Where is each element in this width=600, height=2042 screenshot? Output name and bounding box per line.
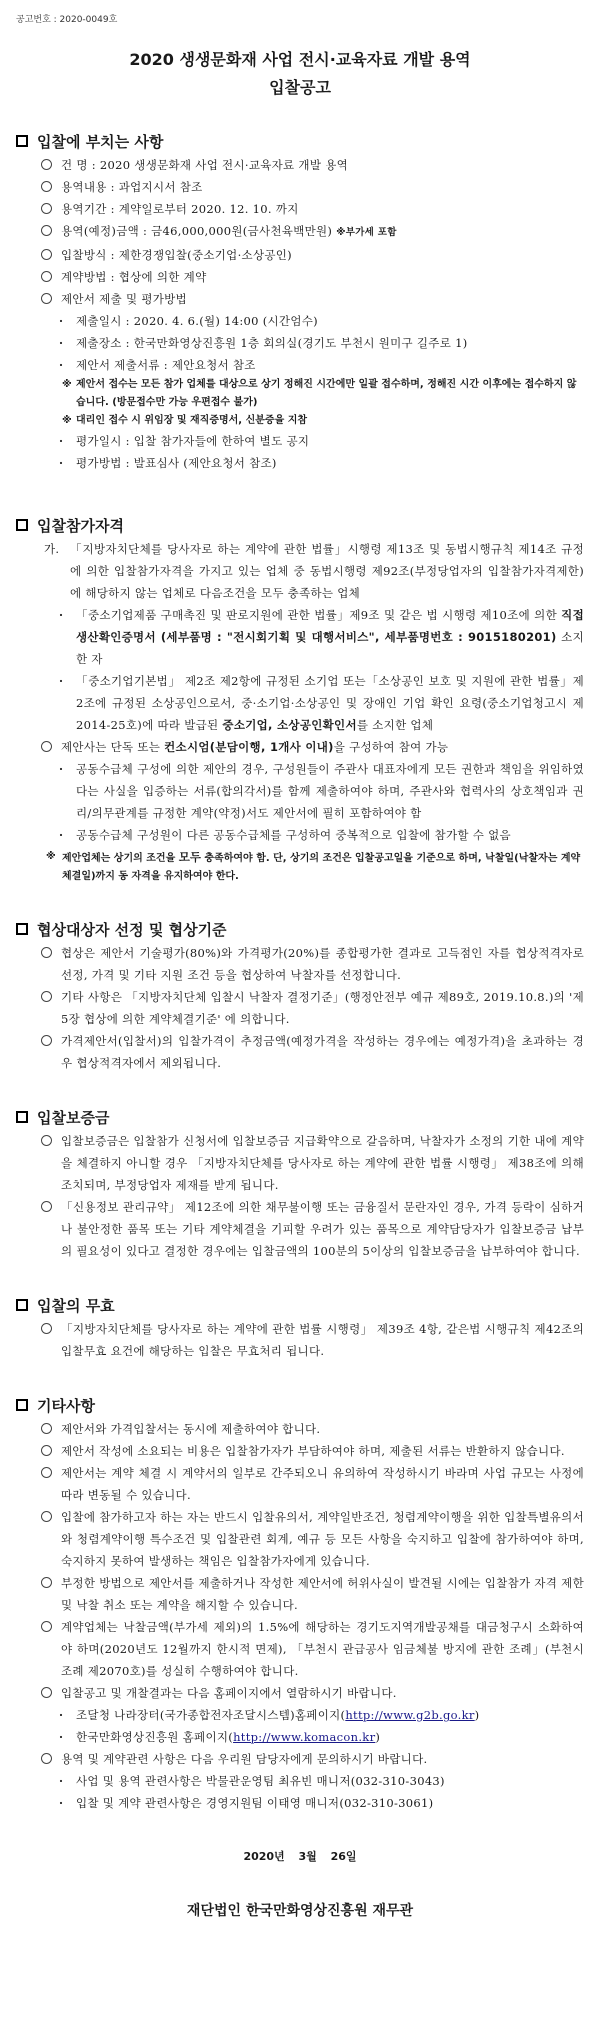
list-item xyxy=(16,220,584,244)
item-text: 공동수급체 구성에 의한 제안의 경우, 구성원들이 주관사 대표자에게 모든 권한과 책임을 위임하였다는 사실을 입증하는 서류(합의각서)를 함께 제출하여야 하며, 주관사와 협력사의 상호책임과 권리/의무관계를 규정한 계약(약정)서도 제안서에 필히 포함하여야 함 xyxy=(76,762,584,820)
bullet-dot-icon: · xyxy=(59,674,64,688)
bullet-dot-icon: · xyxy=(59,456,64,470)
notice-date: 2020년 3월 26일 xyxy=(243,1850,357,1863)
bullet-dot-icon: · xyxy=(59,1774,64,1788)
checkbox-square-icon xyxy=(16,135,28,147)
list-item xyxy=(16,1748,584,1770)
section-other-matters xyxy=(16,1392,584,1814)
reference-mark-icon: ※ xyxy=(46,851,56,862)
item-text: 「지방자치단체를 당사자로 하는 계약에 관한 법률 시행령」 제39조 4항, 같은법 시행규칙 제42조의 입찰무효 요건에 해당하는 입찰은 무효처리 됩니다. xyxy=(61,1322,584,1358)
note-text: 제안서 접수는 모든 참가 업체를 대상으로 상기 정해진 시간에만 일괄 접수하며, 정해진 시간 이후에는 접수하지 않습니다. (방문접수만 가능 우편접수 불가) xyxy=(76,379,577,408)
reference-mark-icon: ※ xyxy=(62,379,72,390)
circle-bullet-icon xyxy=(41,203,52,214)
circle-bullet-icon xyxy=(41,1467,52,1478)
item-text: 입찰에 참가하고자 하는 자는 반드시 입찰유의서, 계약일반조건, 청렴계약이행을 위한 입찰특별유의서와 청렴계약이행 특수조건 및 입찰관련 회계, 예규 등 모든 사항을 숙지하고 입찰에 참가하여야 하며, 숙지하지 못하여 발생하는 책임은 입찰참가자에게 있습니다. xyxy=(61,1510,584,1568)
item-text: 「중소기업기본법」 제2조 제2항에 규정된 소기업 또는「소상공인 보호 및 지원에 관한 법률」제2조에 규정된 소상공인으로서, 중·소기업·소상공인 및 장애인 기업 확인 요령(중소기업청고시 제2014-25호)에 따라 발급된 xyxy=(76,674,584,732)
vat-note: ※부가세 포함 xyxy=(336,227,397,238)
circle-bullet-icon xyxy=(41,947,52,958)
list-item xyxy=(16,1682,584,1704)
checkbox-square-icon xyxy=(16,1111,28,1123)
note-emphasis: 모두 xyxy=(178,850,201,864)
item-text: 부정한 방법으로 제안서를 제출하거나 작성한 제안서에 허위사실이 발견될 시에는 입찰참가 자격 제한 및 낙찰 취소 또는 계약을 해지할 수 있습니다. xyxy=(61,1576,584,1612)
note-item xyxy=(16,848,584,886)
section-heading xyxy=(16,1292,584,1318)
item-text: 용역 및 계약관련 사항은 다음 우리원 담당자에게 문의하시기 바랍니다. xyxy=(61,1752,428,1766)
circle-bullet-icon xyxy=(41,741,52,752)
item-text: 사업 및 용역 관련사항은 박물관운영팀 최유빈 매니저(032-310-3043) xyxy=(76,1774,445,1788)
item-text: 계약방법 : 협상에 의한 계약 xyxy=(61,270,207,284)
note-text: 제안업체는 상기의 조건을 xyxy=(62,853,179,864)
list-item xyxy=(16,1462,584,1506)
item-text: 협상은 제안서 기술평가(80%)와 가격평가(20%)를 종합평가한 결과로 고득점인 자를 협상적격자로 선정, 가격 및 기타 지원 조건 등을 협상하여 낙찰자를 선정합니다. xyxy=(61,946,584,982)
section-heading-text: 입찰보증금 xyxy=(37,1108,110,1127)
list-item xyxy=(16,1030,584,1074)
bullet-dot-icon: · xyxy=(59,828,64,842)
list-item xyxy=(16,1616,584,1682)
section-qualifications xyxy=(16,512,584,886)
item-text: 소지한 자 xyxy=(76,630,584,666)
item-text: 입찰공고 및 개찰결과는 다음 홈페이지에서 열람하시기 바랍니다. xyxy=(61,1686,397,1700)
list-item xyxy=(16,986,584,1030)
section-bid-items xyxy=(16,128,584,474)
circle-bullet-icon xyxy=(41,1323,52,1334)
numbered-item xyxy=(16,538,584,604)
item-emphasis: 컨소시엄(분담이행, 1개사 이내) xyxy=(164,740,334,754)
document-subtitle: 입찰공고 xyxy=(269,78,331,97)
section-heading xyxy=(16,1104,584,1130)
item-text: 제안서 제출 및 평가방법 xyxy=(61,292,187,306)
circle-bullet-icon xyxy=(41,249,52,260)
sub-item xyxy=(16,332,584,354)
item-text: 평가방법 : 발표심사 (제안요청서 참조) xyxy=(76,456,277,470)
item-text: 평가일시 : 입찰 참가자들에 한하여 별도 공지 xyxy=(76,434,310,448)
section-heading xyxy=(16,1392,584,1418)
reference-mark-icon: ※ xyxy=(62,415,72,426)
list-item xyxy=(16,1418,584,1440)
bullet-dot-icon: · xyxy=(59,336,64,350)
section-heading-text: 기타사항 xyxy=(37,1396,95,1415)
checkbox-square-icon xyxy=(16,923,28,935)
list-item xyxy=(16,1318,584,1362)
bullet-dot-icon: · xyxy=(59,608,64,622)
item-text: 조달청 나라장터(국가종합전자조달시스템)홈페이지( xyxy=(76,1708,346,1722)
circle-bullet-icon xyxy=(41,1687,52,1698)
item-text: 입찰보증금은 입찰참가 신청서에 입찰보증금 지급확약으로 갈음하며, 낙찰자가 소정의 기한 내에 계약을 체결하지 아니할 경우 「지방자치단체를 당사자로 하는 계약에 관한 법률 시행령」 제38조에 의해 조치되며, 부정당업자 제재를 받게 됩니다. xyxy=(61,1134,584,1192)
item-text: 「중소기업제품 구매촉진 및 판로지원에 관한 법률」제9조 및 같은 법 시행령 제10조에 의한 xyxy=(76,608,562,622)
section-bid-deposit xyxy=(16,1104,584,1262)
sub-item xyxy=(16,824,584,846)
item-text: 제안서는 계약 체결 시 계약서의 일부로 간주되오니 유의하여 작성하시기 바라며 사업 규모는 사정에 따라 변동될 수 있습니다. xyxy=(61,1466,584,1502)
section-heading-text: 입찰에 부치는 사항 xyxy=(37,132,164,151)
section-heading-text: 입찰참가자격 xyxy=(37,516,124,535)
item-text: 를 소지한 업체 xyxy=(356,718,434,732)
list-item xyxy=(16,244,584,266)
item-text: 「신용정보 관리규약」 제12조에 의한 채무불이행 또는 금융질서 문란자인 경우, 가격 등락이 심하거나 불안정한 품목 또는 기타 계약체결을 기피할 우려가 있는 품목으로 계약담당자가 입찰보증금 납부의 필요성이 있다고 결정한 경우에는 입찰금액의 100분의 5이상의 입찰보증금을 납부하여야 합니다. xyxy=(61,1200,584,1258)
list-item xyxy=(16,154,584,176)
circle-bullet-icon xyxy=(41,181,52,192)
section-bid-invalidation xyxy=(16,1292,584,1362)
circle-bullet-icon xyxy=(41,1511,52,1522)
item-text: 을 구성하여 참여 가능 xyxy=(333,740,449,754)
list-item xyxy=(16,198,584,220)
circle-bullet-icon xyxy=(41,1035,52,1046)
item-text: ) xyxy=(375,1730,381,1744)
circle-bullet-icon xyxy=(41,1577,52,1588)
section-heading xyxy=(16,128,584,154)
item-text: 용역(예정)금액 : 금46,000,000원(금사천육백만원) xyxy=(61,224,333,238)
circle-bullet-icon xyxy=(41,991,52,1002)
contact-item xyxy=(16,1792,584,1814)
item-text: 제안서와 가격입찰서는 동시에 제출하여야 합니다. xyxy=(61,1422,321,1436)
sub-item xyxy=(16,354,584,376)
note-item xyxy=(16,376,584,412)
item-text: 한국만화영상진흥원 홈페이지( xyxy=(76,1730,234,1744)
circle-bullet-icon xyxy=(41,1621,52,1632)
circle-bullet-icon xyxy=(41,225,52,236)
circle-bullet-icon xyxy=(41,1423,52,1434)
note-text: 충족하여야 함. 단, 상기의 조건은 입찰공고일을 기준으로 하며, 낙찰일(낙찰자는 계약체결일)까지 동 자격을 유지하여야 한다. xyxy=(62,853,581,882)
item-text: 가격제안서(입찰서)의 입찰가격이 추정금액(예정가격을 작성하는 경우에는 예정가격)을 초과하는 경우 협상적격자에서 제외됩니다. xyxy=(61,1034,584,1070)
item-text: 입찰 및 계약 관련사항은 경영지원팀 이태영 매니저(032-310-3061) xyxy=(76,1796,434,1810)
bullet-dot-icon: · xyxy=(59,1730,64,1744)
checkbox-square-icon xyxy=(16,1399,28,1411)
item-text: 제안서 작성에 소요되는 비용은 입찰참가자가 부담하여야 하며, 제출된 서류는 반환하지 않습니다. xyxy=(61,1444,565,1458)
list-item xyxy=(16,1196,584,1262)
checkbox-square-icon xyxy=(16,519,28,531)
sub-item xyxy=(16,758,584,824)
item-text: 제안서 제출서류 : 제안요청서 참조 xyxy=(76,358,256,372)
komacon-link[interactable]: http://www.komacon.kr xyxy=(233,1730,376,1744)
sub-item xyxy=(16,452,584,474)
sub-item xyxy=(16,670,584,736)
list-item xyxy=(16,288,584,310)
bullet-dot-icon: · xyxy=(59,434,64,448)
section-heading-text: 입찰의 무효 xyxy=(37,1296,115,1315)
sub-item xyxy=(16,604,584,670)
section-heading xyxy=(16,916,584,942)
circle-bullet-icon xyxy=(41,1135,52,1146)
item-text: 용역내용 : 과업지시서 참조 xyxy=(61,180,203,194)
sub-item xyxy=(16,1704,584,1726)
circle-bullet-icon xyxy=(41,293,52,304)
item-text: ) xyxy=(474,1708,480,1722)
g2b-link[interactable]: http://www.g2b.go.kr xyxy=(345,1708,475,1722)
item-emphasis: 직접생산확인증명서 (세부품명 : "전시회기획 및 대행서비스", 세부품명번호 : 9015180201) xyxy=(76,608,584,644)
section-heading-text: 협상대상자 선정 및 협상기준 xyxy=(37,920,227,939)
bullet-dot-icon: · xyxy=(59,762,64,776)
item-text: 입찰방식 : 제한경쟁입찰(중소기업·소상공인) xyxy=(61,248,292,262)
circle-bullet-icon xyxy=(41,1753,52,1764)
list-item xyxy=(16,266,584,288)
list-item xyxy=(16,1440,584,1462)
bullet-dot-icon: · xyxy=(59,1796,64,1810)
item-text: 제출장소 : 한국만화영상진흥원 1층 회의실(경기도 부천시 원미구 길주로 1) xyxy=(76,336,468,350)
bullet-dot-icon: · xyxy=(59,1708,64,1722)
circle-bullet-icon xyxy=(41,271,52,282)
issuing-organization: 재단법인 한국만화영상진흥원 재무관 xyxy=(186,1903,414,1919)
contact-item xyxy=(16,1770,584,1792)
item-text: 제출일시 : 2020. 4. 6.(월) 14:00 (시간엄수) xyxy=(76,314,318,328)
sub-item xyxy=(16,430,584,452)
section-heading xyxy=(16,512,584,538)
checkbox-square-icon xyxy=(16,1299,28,1311)
note-text: 대리인 접수 시 위임장 및 재직증명서, 신분증을 지참 xyxy=(76,415,308,426)
document-title: 2020 생생문화재 사업 전시·교육자료 개발 용역 xyxy=(129,50,471,69)
item-text: 기타 사항은 「지방자치단체 입찰시 낙찰자 결정기준」(행정안전부 예규 제89호, 2019.10.8.)의 '제5장 협상에 의한 계약체결기준' 에 의합니다. xyxy=(61,990,584,1026)
sub-item xyxy=(16,1726,584,1748)
circle-bullet-icon xyxy=(41,1445,52,1456)
list-item xyxy=(16,1572,584,1616)
item-text: 용역기간 : 계약일로부터 2020. 12. 10. 까지 xyxy=(61,202,299,216)
list-item xyxy=(16,736,584,758)
note-item xyxy=(16,412,584,430)
list-item xyxy=(16,942,584,986)
bullet-dot-icon: · xyxy=(59,358,64,372)
item-text: 「지방자치단체를 당사자로 하는 계약에 관한 법률」시행령 제13조 및 동법시행규칙 제14조 규정에 의한 입찰참가자격을 가지고 있는 업체 중 동법시행령 제92조(부정당업자의 입찰참가자격제한)에 해당하지 않는 업체로 다음조건을 모두 충족하는 업체 xyxy=(70,542,584,600)
list-item xyxy=(16,1130,584,1196)
circle-bullet-icon xyxy=(41,159,52,170)
section-negotiation xyxy=(16,916,584,1074)
item-marker: 가. xyxy=(44,542,60,556)
item-emphasis: 중소기업, 소상공인확인서 xyxy=(222,718,357,732)
list-item xyxy=(16,176,584,198)
bullet-dot-icon: · xyxy=(59,314,64,328)
notice-number: 공고번호 : 2020-0049호 xyxy=(16,15,118,25)
list-item xyxy=(16,1506,584,1572)
circle-bullet-icon xyxy=(41,1201,52,1212)
item-text: 계약업체는 낙찰금액(부가세 제외)의 1.5%에 해당하는 경기도지역개발공채를 대금청구시 소화하여야 하며(2020년도 12월까지 한시적 면제), 「부천시 관급공사 임금체불 방지에 관한 조례」(부천시 조례 제2070호)를 성실히 수행하여야 합니다. xyxy=(61,1620,584,1678)
item-text: 건 명 : 2020 생생문화재 사업 전시·교육자료 개발 용역 xyxy=(61,158,349,172)
item-text: 제안사는 단독 또는 xyxy=(61,740,165,754)
sub-item xyxy=(16,310,584,332)
item-text: 공동수급체 구성원이 다른 공동수급체를 구성하여 중복적으로 입찰에 참가할 수 없음 xyxy=(76,828,511,842)
